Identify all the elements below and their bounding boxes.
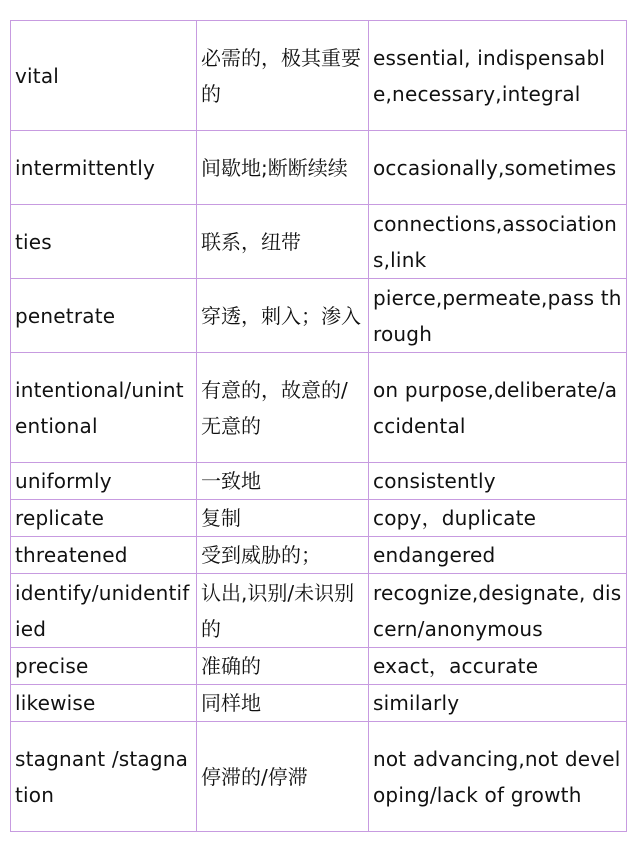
- chinese-meaning-cell: 有意的，故意的/无意的: [197, 353, 369, 463]
- table-row: [11, 574, 627, 648]
- vocabulary-sheet: [10, 20, 626, 832]
- synonyms-cell: essential, indispensable,necessary,integral: [369, 21, 627, 131]
- chinese-meaning-cell: 必需的，极其重要的: [197, 21, 369, 131]
- table-row: [11, 21, 627, 131]
- chinese-meaning-cell: 间歇地;断断续续: [197, 131, 369, 205]
- chinese-meaning-cell: 认出,识别/未识别的: [197, 574, 369, 648]
- word-cell: ties: [11, 205, 197, 279]
- table-row: [11, 648, 627, 685]
- table-row: [11, 131, 627, 205]
- word-cell: penetrate: [11, 279, 197, 353]
- chinese-meaning-cell: 复制: [197, 500, 369, 537]
- table-row: [11, 463, 627, 500]
- chinese-meaning-cell: 穿透，刺入；渗入: [197, 279, 369, 353]
- chinese-meaning-cell: 受到威胁的；: [197, 537, 369, 574]
- chinese-meaning-cell: 联系，纽带: [197, 205, 369, 279]
- table-row: [11, 205, 627, 279]
- synonyms-cell: similarly: [369, 685, 627, 722]
- word-cell: intentional/unintentional: [11, 353, 197, 463]
- chinese-meaning-cell: 准确的: [197, 648, 369, 685]
- word-cell: replicate: [11, 500, 197, 537]
- chinese-meaning-cell: 停滞的/停滞: [197, 722, 369, 832]
- table-row: [11, 685, 627, 722]
- word-cell: intermittently: [11, 131, 197, 205]
- synonyms-cell: occasionally,sometimes: [369, 131, 627, 205]
- word-cell: threatened: [11, 537, 197, 574]
- chinese-meaning-cell: 同样地: [197, 685, 369, 722]
- synonyms-cell: exact，accurate: [369, 648, 627, 685]
- word-cell: identify/unidentified: [11, 574, 197, 648]
- synonyms-cell: consistently: [369, 463, 627, 500]
- word-cell: uniformly: [11, 463, 197, 500]
- synonyms-cell: copy，duplicate: [369, 500, 627, 537]
- table-row: [11, 722, 627, 832]
- table-row: [11, 537, 627, 574]
- synonyms-cell: recognize,designate, discern/anonymous: [369, 574, 627, 648]
- word-cell: likewise: [11, 685, 197, 722]
- table-row: [11, 279, 627, 353]
- synonyms-cell: pierce,permeate,pass through: [369, 279, 627, 353]
- synonyms-cell: connections,associations,link: [369, 205, 627, 279]
- synonyms-cell: endangered: [369, 537, 627, 574]
- chinese-meaning-cell: 一致地: [197, 463, 369, 500]
- synonyms-cell: on purpose,deliberate/accidental: [369, 353, 627, 463]
- word-cell: precise: [11, 648, 197, 685]
- synonyms-cell: not advancing,not developing/lack of growth: [369, 722, 627, 832]
- word-cell: stagnant /stagnation: [11, 722, 197, 832]
- table-row: [11, 500, 627, 537]
- table-row: [11, 353, 627, 463]
- word-cell: vital: [11, 21, 197, 131]
- vocabulary-table: [10, 20, 627, 832]
